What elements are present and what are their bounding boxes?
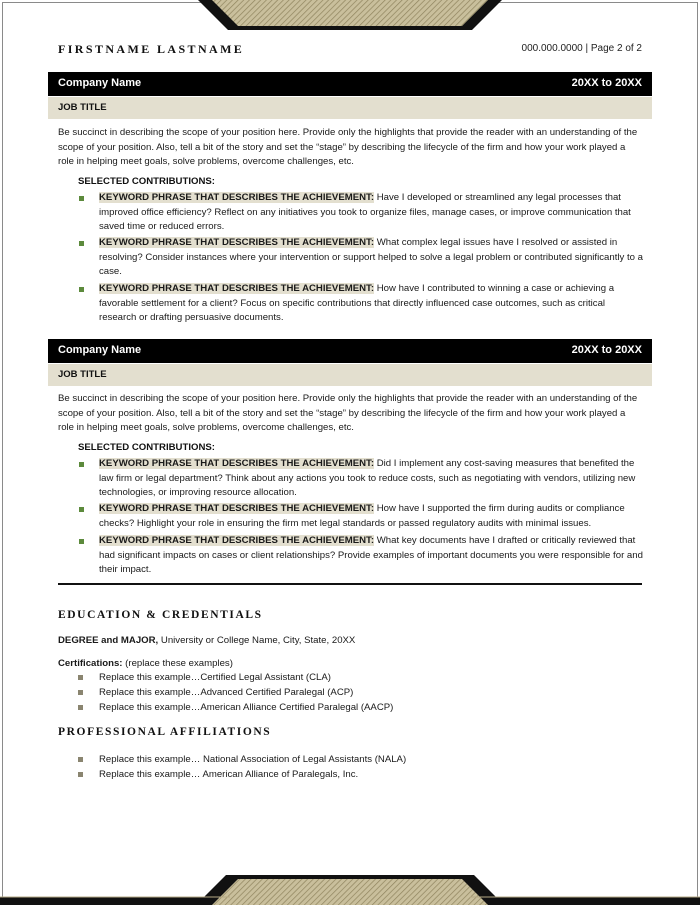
company-bar-1 bbox=[48, 72, 652, 96]
contribution-text: How have I contributed to winning a case or achieving a favorable settlement for a client? Focus on specific contributions that directly influenced case outcomes, such as critical research or drafting persuasive documents. bbox=[99, 283, 615, 323]
certifications-label: Certifications: bbox=[58, 658, 123, 669]
contribution-text: Did I implement any cost-saving measures that benefited the law firm or legal department? Think about any actions you took to reduce costs, such as negotiating with vendors, utilizing new technologies, or improving resource allocation. bbox=[99, 458, 636, 498]
keyword-phrase: KEYWORD PHRASE THAT DESCRIBES THE ACHIEVEMENT: bbox=[99, 237, 375, 248]
bottom-decorative-banner bbox=[0, 875, 700, 905]
affiliation-text: Replace this example… American Alliance of Paralegals, Inc. bbox=[99, 769, 359, 780]
degree-school: University or College Name, City, State, 20XX bbox=[158, 635, 356, 646]
job-title: JOB TITLE bbox=[58, 369, 107, 380]
contribution-text: What complex legal issues have I resolved or assisted in resolving? Consider instances where your intervention or support helped to solve a legal problem or contributed significantly to a case. bbox=[99, 237, 643, 277]
contribution-text: Have I developed or streamlined any legal processes that improved office efficiency? Reflect on any initiatives you took to organize files, manage cases, or improve communication that saved time or reduced errors. bbox=[99, 192, 631, 232]
certification-text: Replace this example…American Alliance Certified Paralegal (AACP) bbox=[99, 702, 394, 713]
affiliations-heading: PROFESSIONAL AFFILIATIONS bbox=[58, 726, 272, 738]
certification-text: Replace this example…Advanced Certified Paralegal (ACP) bbox=[99, 687, 354, 698]
job-summary-1: Be succinct in describing the scope of your position here. Provide only the highlights that provide the reader with an understanding of the scope of your position. Also, tell a bit of the story and set the “stage” by describing the lifecycle of the firm and how your work played a role in helping meet goals, solve problems, overcome challenges, etc. bbox=[58, 127, 638, 167]
contact-page-info: 000.000.0000 | Page 2 of 2 bbox=[521, 43, 642, 54]
bullet-square-icon bbox=[79, 462, 84, 467]
bullet-square-icon bbox=[78, 757, 83, 762]
bullet-square-icon bbox=[79, 539, 84, 544]
company-bar-2 bbox=[48, 339, 652, 363]
employment-dates: 20XX to 20XX bbox=[571, 77, 642, 89]
top-decorative-banner bbox=[0, 0, 700, 30]
bullet-square-icon bbox=[78, 675, 83, 680]
bullet-square-icon bbox=[79, 507, 84, 512]
bullet-square-icon bbox=[79, 241, 84, 246]
bullet-square-icon bbox=[79, 287, 84, 292]
degree-name: DEGREE and MAJOR, bbox=[58, 635, 159, 646]
keyword-phrase: KEYWORD PHRASE THAT DESCRIBES THE ACHIEVEMENT: bbox=[99, 458, 375, 469]
bullet-square-icon bbox=[79, 196, 84, 201]
certification-text: Replace this example…Certified Legal Assistant (CLA) bbox=[99, 672, 331, 683]
keyword-phrase: KEYWORD PHRASE THAT DESCRIBES THE ACHIEVEMENT: bbox=[99, 283, 375, 294]
contribution-text: How have I supported the firm during audits or compliance checks? Highlight your role in ensuring the firm met legal standards or passed regulatory audits with minimal issues. bbox=[99, 503, 625, 529]
employment-dates: 20XX to 20XX bbox=[571, 344, 642, 356]
certifications-note: (replace these examples) bbox=[122, 658, 233, 669]
bullet-square-icon bbox=[78, 690, 83, 695]
company-name: Company Name bbox=[58, 344, 142, 356]
job-summary-2: Be succinct in describing the scope of your position here. Provide only the highlights that provide the reader with an understanding of the scope of your position. Also, tell a bit of the story and set the “stage” by describing the lifecycle of the firm and how your work played a role in helping meet goals, solve problems, overcome challenges, etc. bbox=[58, 393, 638, 433]
resume-header bbox=[58, 42, 642, 60]
education-heading: EDUCATION & CREDENTIALS bbox=[58, 609, 263, 621]
contributions-heading-1: SELECTED CONTRIBUTIONS: bbox=[78, 176, 215, 187]
job-title-bar-1 bbox=[48, 97, 652, 119]
affiliation-text: Replace this example… National Association of Legal Assistants (NALA) bbox=[99, 754, 407, 765]
keyword-phrase: KEYWORD PHRASE THAT DESCRIBES THE ACHIEVEMENT: bbox=[99, 503, 375, 514]
bullet-square-icon bbox=[78, 772, 83, 777]
section-divider bbox=[58, 583, 642, 585]
contribution-text: What key documents have I drafted or critically reviewed that had significant impacts on cases or client relationships? Provide examples of important documents you were responsible for and their impact. bbox=[99, 535, 643, 575]
degree-line bbox=[58, 634, 355, 648]
job-title-bar-2 bbox=[48, 364, 652, 386]
company-name: Company Name bbox=[58, 77, 142, 89]
keyword-phrase: KEYWORD PHRASE THAT DESCRIBES THE ACHIEVEMENT: bbox=[99, 192, 375, 203]
bullet-square-icon bbox=[78, 705, 83, 710]
contributions-heading-2: SELECTED CONTRIBUTIONS: bbox=[78, 442, 215, 453]
keyword-phrase: KEYWORD PHRASE THAT DESCRIBES THE ACHIEVEMENT: bbox=[99, 535, 375, 546]
job-title: JOB TITLE bbox=[58, 102, 107, 113]
certifications-line bbox=[58, 657, 233, 671]
candidate-name: FIRSTNAME LASTNAME bbox=[58, 42, 245, 56]
